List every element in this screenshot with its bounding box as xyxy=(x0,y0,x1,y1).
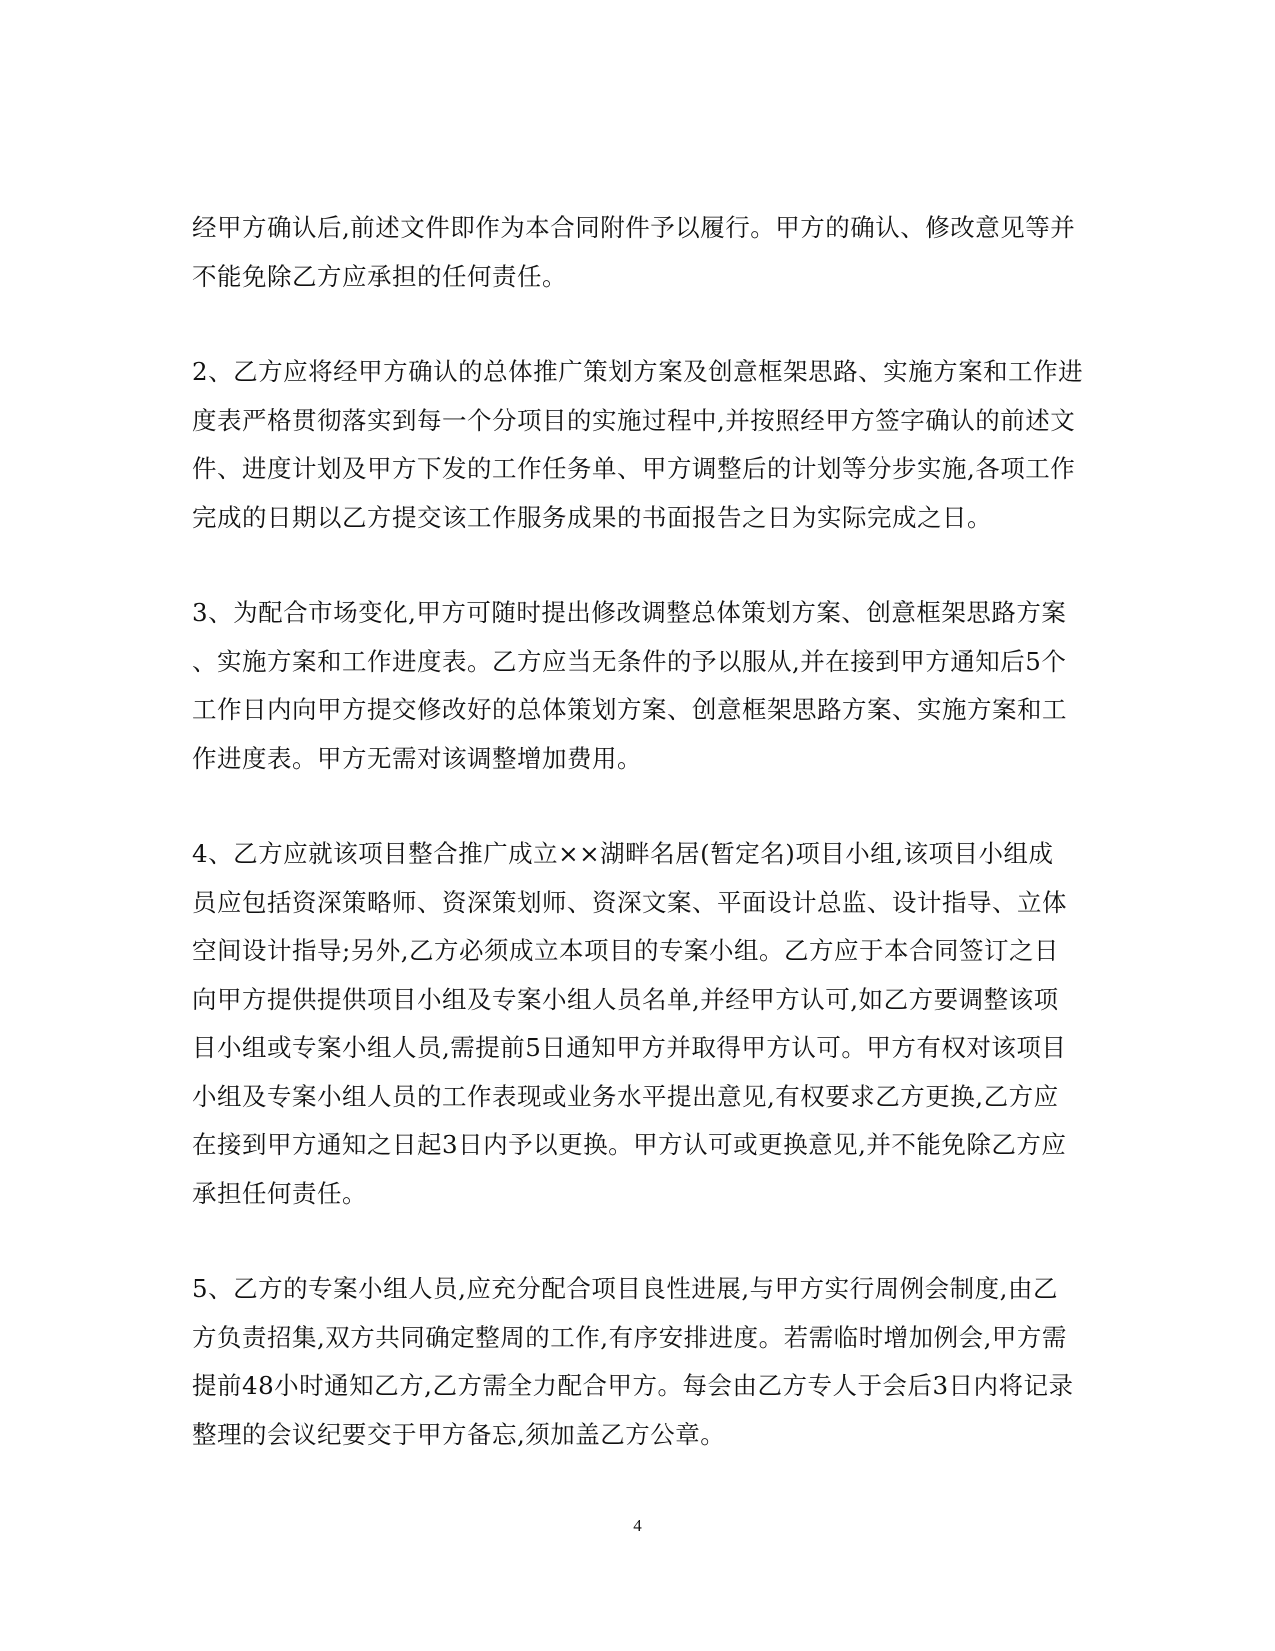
text-line: 方负责招集,双方共同确定整周的工作,有序安排进度。若需临时增加例会,甲方需 xyxy=(192,1322,1067,1352)
paragraph-5 xyxy=(192,1265,1074,1459)
text-line: 空间设计指导;另外,乙方必须成立本项目的专案小组。乙方应于本合同签订之日 xyxy=(192,936,1060,965)
text-line: 在接到甲方通知之日起3日内予以更换。甲方认可或更换意见,并不能免除乙方应 xyxy=(192,1130,1067,1159)
paragraph-2 xyxy=(192,348,1084,542)
paragraph-3 xyxy=(192,589,1070,783)
text-line: 工作日内向甲方提交修改好的总体策划方案、创意框架思路方案、实施方案和工 xyxy=(192,695,1067,724)
text-line: 完成的日期以乙方提交该工作服务成果的书面报告之日为实际完成之日。 xyxy=(192,502,992,532)
text-line: 承担任何责任。 xyxy=(192,1178,367,1208)
text-line: 整理的会议纪要交于甲方备忘,须加盖乙方公章。 xyxy=(192,1419,726,1449)
text-line: 不能免除乙方应承担的任何责任。 xyxy=(192,261,567,291)
page-number: 4 xyxy=(633,1516,642,1535)
text-line: 向甲方提供提供项目小组及专案小组人员名单,并经甲方认可,如乙方要调整该项 xyxy=(192,984,1059,1014)
text-line: 员应包括资深策略师、资深策划师、资深文案、平面设计总监、设计指导、立体 xyxy=(192,887,1067,917)
text-line: 5、乙方的专案小组人员,应充分配合项目良性进展,与甲方实行周例会制度,由乙 xyxy=(192,1274,1058,1303)
text-line: 、实施方案和工作进度表。乙方应当无条件的予以服从,并在接到甲方通知后5个 xyxy=(192,646,1067,676)
text-line: 目小组或专案小组人员,需提前5日通知甲方并取得甲方认可。甲方有权对该项目 xyxy=(192,1033,1067,1062)
text-line: 经甲方确认后,前述文件即作为本合同附件予以履行。甲方的确认、修改意见等并 xyxy=(192,213,1076,242)
text-line: 4、乙方应就该项目整合推广成立××湖畔名居(暂定名)项目小组,该项目小组成 xyxy=(192,839,1054,868)
paragraph-4 xyxy=(192,830,1070,1218)
text-line: 件、进度计划及甲方下发的工作任务单、甲方调整后的计划等分步实施,各项工作 xyxy=(192,454,1076,483)
text-line: 2、乙方应将经甲方确认的总体推广策划方案及创意框架思路、实施方案和工作进 xyxy=(192,357,1084,386)
text-line: 作进度表。甲方无需对该调整增加费用。 xyxy=(192,743,642,773)
text-line: 提前48小时通知乙方,乙方需全力配合甲方。每会由乙方专人于会后3日内将记录 xyxy=(192,1371,1074,1400)
document-body xyxy=(192,204,1084,1506)
text-line: 度表严格贯彻落实到每一个分项目的实施过程中,并按照经甲方签字确认的前述文 xyxy=(192,405,1076,435)
text-line: 小组及专案小组人员的工作表现或业务水平提出意见,有权要求乙方更换,乙方应 xyxy=(192,1081,1059,1111)
paragraph-1 xyxy=(192,204,1076,301)
text-line: 3、为配合市场变化,甲方可随时提出修改调整总体策划方案、创意框架思路方案 xyxy=(192,598,1067,627)
